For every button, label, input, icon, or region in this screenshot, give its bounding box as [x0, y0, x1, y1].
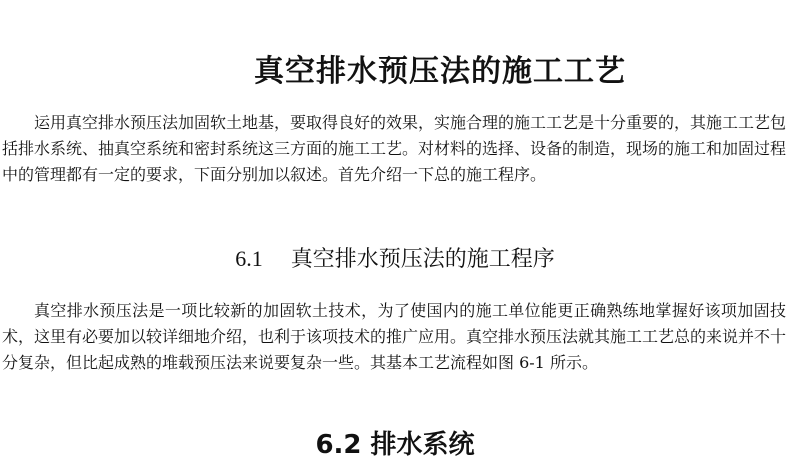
section-heading: [0, 242, 790, 273]
section-number: 6.1: [235, 246, 263, 271]
page-title: 真空排水预压法的施工工艺: [254, 54, 626, 89]
section-title: 真空排水预压法的施工程序: [290, 247, 555, 272]
next-section-heading: 6.2 排水系统: [315, 430, 475, 460]
section-paragraph: 真空排水预压法是一项比较新的加固软土技术，为了使国内的施工单位能更正确熟练地掌握好该项加固技术，这里有必要加以较详细地介绍，也利于该项技术的推广应用。真空排水预压法就其施工工艺总的来说并不十分复杂，但比起成熟的堆载预压法来说要复杂一些。其基本工艺流程如图 6-1 所示。: [2, 301, 787, 372]
intro-paragraph: 运用真空排水预压法加固软土地基，要取得良好的效果，实施合理的施工工艺是十分重要的，其施工工艺包括排水系统、抽真空系统和密封系统这三方面的施工工艺。对材料的选择、设备的制造，现场的施工和加固过程中的管理都有一定的要求，下面分别加以叙述。首先介绍一下总的施工程序。: [2, 113, 787, 184]
